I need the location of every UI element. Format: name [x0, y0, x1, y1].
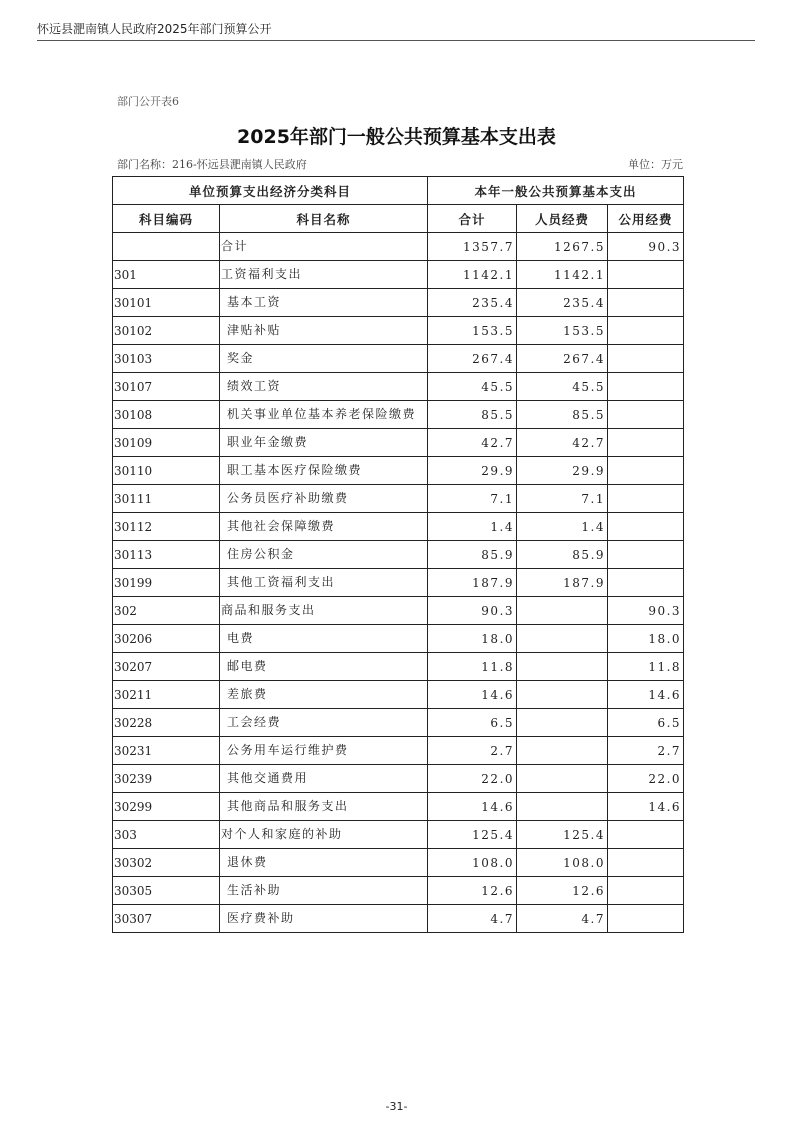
cell-code: 302: [113, 597, 220, 625]
cell-code: 30107: [113, 373, 220, 401]
cell-total: 267.4: [428, 345, 517, 373]
table-row: [113, 429, 684, 457]
column-header-code: 科目编码: [113, 205, 220, 233]
cell-public: [608, 513, 684, 541]
cell-public: [608, 401, 684, 429]
cell-name: 邮电费: [220, 653, 428, 681]
cell-personnel: 7.1: [517, 485, 608, 513]
cell-personnel: [517, 737, 608, 765]
group-header-classification: 单位预算支出经济分类科目: [113, 177, 428, 205]
table-row: [113, 345, 684, 373]
cell-total: 18.0: [428, 625, 517, 653]
cell-public: [608, 569, 684, 597]
cell-code: 303: [113, 821, 220, 849]
cell-public: 18.0: [608, 625, 684, 653]
table-row: [113, 457, 684, 485]
cell-code: 30299: [113, 793, 220, 821]
cell-public: [608, 261, 684, 289]
cell-name: 绩效工资: [220, 373, 428, 401]
table-row: [113, 737, 684, 765]
cell-personnel: [517, 681, 608, 709]
column-header-name: 科目名称: [220, 205, 428, 233]
cell-personnel: 267.4: [517, 345, 608, 373]
cell-public: 14.6: [608, 681, 684, 709]
cell-name: 基本工资: [220, 289, 428, 317]
cell-personnel: [517, 625, 608, 653]
cell-name: 其他工资福利支出: [220, 569, 428, 597]
cell-name: 奖金: [220, 345, 428, 373]
cell-total: 153.5: [428, 317, 517, 345]
page-number: -31-: [385, 1100, 408, 1113]
cell-total: 14.6: [428, 681, 517, 709]
table-row: [113, 793, 684, 821]
cell-total: 235.4: [428, 289, 517, 317]
cell-total: 1.4: [428, 513, 517, 541]
cell-total: 6.5: [428, 709, 517, 737]
cell-code: 301: [113, 261, 220, 289]
cell-name: 生活补助: [220, 877, 428, 905]
cell-personnel: 85.5: [517, 401, 608, 429]
cell-total: 2.7: [428, 737, 517, 765]
cell-total: 12.6: [428, 877, 517, 905]
cell-public: [608, 345, 684, 373]
cell-public: [608, 877, 684, 905]
running-header: 怀远县淝南镇人民政府2025年部门预算公开: [37, 22, 272, 36]
cell-name: 合计: [220, 233, 428, 261]
cell-total: 42.7: [428, 429, 517, 457]
table-number: 部门公开表6: [117, 95, 179, 108]
cell-public: [608, 905, 684, 933]
cell-code: 30302: [113, 849, 220, 877]
table-group-header-row: [113, 177, 684, 205]
cell-total: 14.6: [428, 793, 517, 821]
table-row: [113, 373, 684, 401]
cell-name: 商品和服务支出: [220, 597, 428, 625]
cell-public: [608, 821, 684, 849]
table-row: [113, 653, 684, 681]
cell-name: 其他商品和服务支出: [220, 793, 428, 821]
page-title: 2025年部门一般公共预算基本支出表: [237, 126, 556, 148]
table-row: [113, 597, 684, 625]
cell-total: 22.0: [428, 765, 517, 793]
cell-personnel: 29.9: [517, 457, 608, 485]
table-row: [113, 261, 684, 289]
cell-name: 医疗费补助: [220, 905, 428, 933]
cell-code: 30111: [113, 485, 220, 513]
cell-public: 11.8: [608, 653, 684, 681]
cell-personnel: [517, 597, 608, 625]
cell-code: 30113: [113, 541, 220, 569]
cell-name: 公务用车运行维护费: [220, 737, 428, 765]
cell-name: 退休费: [220, 849, 428, 877]
cell-personnel: 45.5: [517, 373, 608, 401]
unit-label: 单位：万元: [628, 158, 683, 171]
table-row: [113, 625, 684, 653]
column-header-personnel: 人员经费: [517, 205, 608, 233]
cell-public: 14.6: [608, 793, 684, 821]
cell-public: [608, 317, 684, 345]
cell-code: 30206: [113, 625, 220, 653]
table-row: [113, 709, 684, 737]
column-header-total: 合计: [428, 205, 517, 233]
table-row: [113, 289, 684, 317]
cell-total: 125.4: [428, 821, 517, 849]
cell-personnel: 42.7: [517, 429, 608, 457]
table-row: [113, 541, 684, 569]
cell-personnel: 85.9: [517, 541, 608, 569]
cell-name: 其他社会保障缴费: [220, 513, 428, 541]
cell-name: 津贴补贴: [220, 317, 428, 345]
cell-personnel: [517, 653, 608, 681]
column-header-public: 公用经费: [608, 205, 684, 233]
table-row: [113, 569, 684, 597]
cell-name: 工会经费: [220, 709, 428, 737]
table-row: [113, 905, 684, 933]
cell-total: 85.5: [428, 401, 517, 429]
cell-code: 30112: [113, 513, 220, 541]
table-body: [113, 233, 684, 933]
cell-code: 30109: [113, 429, 220, 457]
cell-personnel: 108.0: [517, 849, 608, 877]
cell-personnel: [517, 765, 608, 793]
table-row: [113, 317, 684, 345]
cell-public: [608, 485, 684, 513]
cell-total: 45.5: [428, 373, 517, 401]
cell-code: 30101: [113, 289, 220, 317]
budget-table: [112, 176, 684, 933]
cell-code: 30231: [113, 737, 220, 765]
cell-public: 6.5: [608, 709, 684, 737]
cell-total: 4.7: [428, 905, 517, 933]
cell-code: 30110: [113, 457, 220, 485]
cell-public: 2.7: [608, 737, 684, 765]
table-row: [113, 877, 684, 905]
cell-public: 90.3: [608, 233, 684, 261]
cell-personnel: 1142.1: [517, 261, 608, 289]
cell-name: 对个人和家庭的补助: [220, 821, 428, 849]
cell-public: 90.3: [608, 597, 684, 625]
cell-personnel: [517, 793, 608, 821]
cell-code: 30228: [113, 709, 220, 737]
cell-public: [608, 541, 684, 569]
cell-name: 机关事业单位基本养老保险缴费: [220, 401, 428, 429]
header-divider: [37, 40, 755, 41]
cell-personnel: 153.5: [517, 317, 608, 345]
cell-code: 30108: [113, 401, 220, 429]
cell-personnel: 12.6: [517, 877, 608, 905]
cell-name: 职工基本医疗保险缴费: [220, 457, 428, 485]
cell-total: 108.0: [428, 849, 517, 877]
table-row: [113, 233, 684, 261]
cell-total: 11.8: [428, 653, 517, 681]
cell-personnel: [517, 709, 608, 737]
cell-public: [608, 429, 684, 457]
cell-total: 1357.7: [428, 233, 517, 261]
cell-personnel: 235.4: [517, 289, 608, 317]
cell-public: [608, 373, 684, 401]
cell-code: 30199: [113, 569, 220, 597]
cell-personnel: 125.4: [517, 821, 608, 849]
table-row: [113, 513, 684, 541]
cell-total: 90.3: [428, 597, 517, 625]
cell-personnel: 1.4: [517, 513, 608, 541]
cell-name: 工资福利支出: [220, 261, 428, 289]
department-name: 部门名称：216-怀远县淝南镇人民政府: [117, 158, 307, 171]
cell-public: [608, 849, 684, 877]
table-row: [113, 485, 684, 513]
table-row: [113, 681, 684, 709]
cell-code: 30207: [113, 653, 220, 681]
cell-code: 30307: [113, 905, 220, 933]
cell-public: [608, 289, 684, 317]
table-row: [113, 849, 684, 877]
cell-total: 1142.1: [428, 261, 517, 289]
cell-code: 30211: [113, 681, 220, 709]
cell-total: 29.9: [428, 457, 517, 485]
group-header-expenditure: 本年一般公共预算基本支出: [428, 177, 684, 205]
cell-personnel: 4.7: [517, 905, 608, 933]
cell-name: 电费: [220, 625, 428, 653]
cell-personnel: 1267.5: [517, 233, 608, 261]
cell-code: 30305: [113, 877, 220, 905]
cell-name: 公务员医疗补助缴费: [220, 485, 428, 513]
cell-total: 7.1: [428, 485, 517, 513]
cell-total: 85.9: [428, 541, 517, 569]
cell-name: 其他交通费用: [220, 765, 428, 793]
cell-public: [608, 457, 684, 485]
cell-name: 住房公积金: [220, 541, 428, 569]
cell-name: 差旅费: [220, 681, 428, 709]
cell-code: 30102: [113, 317, 220, 345]
cell-code: 30239: [113, 765, 220, 793]
table-row: [113, 401, 684, 429]
table-row: [113, 765, 684, 793]
cell-total: 187.9: [428, 569, 517, 597]
table-column-header-row: [113, 205, 684, 233]
cell-personnel: 187.9: [517, 569, 608, 597]
cell-code: 30103: [113, 345, 220, 373]
table-row: [113, 821, 684, 849]
cell-public: 22.0: [608, 765, 684, 793]
cell-name: 职业年金缴费: [220, 429, 428, 457]
cell-code: [113, 233, 220, 261]
